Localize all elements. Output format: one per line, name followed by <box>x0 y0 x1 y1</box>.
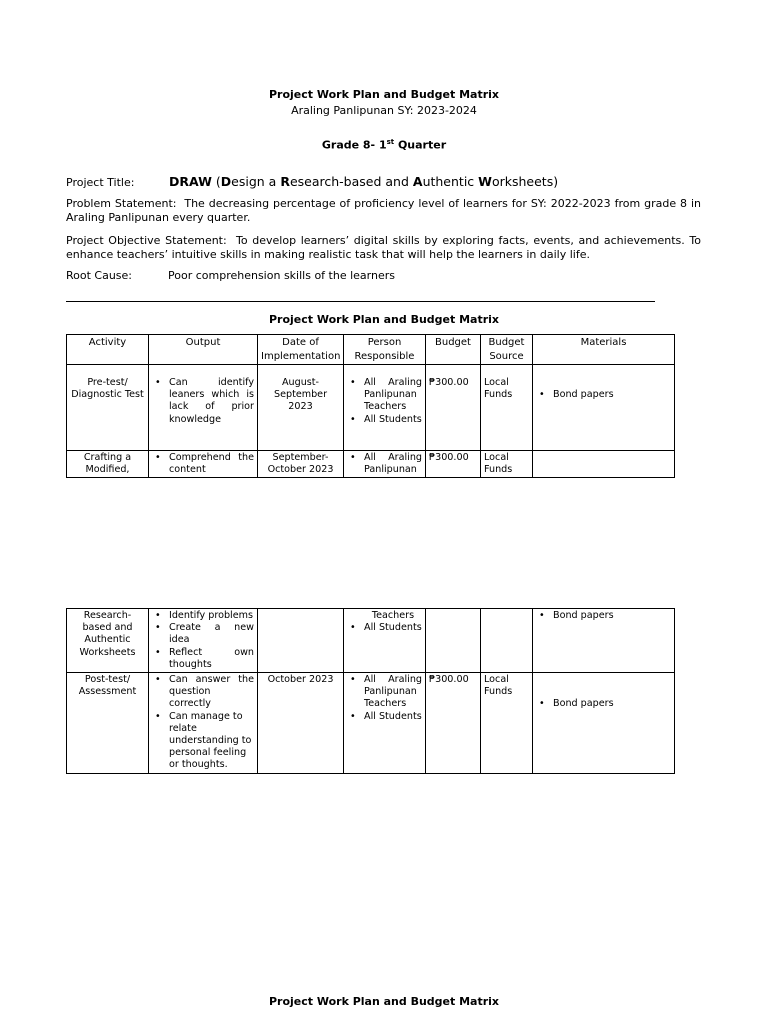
output-item: • Can manage to relate understanding to personal feeling or thoughts. <box>169 711 254 772</box>
output-item: • Identify problems <box>169 610 254 622</box>
output-item: • Can identify leaners which is lack of prior knowledge <box>169 377 254 426</box>
objective-label: Project Objective Statement: <box>66 234 227 247</box>
budget-cell: ₱300.00 <box>426 365 481 451</box>
person-item: • All Araling Panlipunan <box>364 452 422 476</box>
column-header-person: Person Responsible <box>344 335 426 365</box>
person-cell <box>344 451 426 478</box>
output-cell <box>149 365 258 451</box>
budget-cell <box>426 609 481 673</box>
project-title-part: D <box>220 174 232 189</box>
date-cell: August-September 2023 <box>258 365 344 451</box>
objective-text: To develop learners’ digital skills by exploring facts, events, and achievements. To enhance teachers’ intuitive skills in making realistic task that will help the learners in daily life. <box>66 234 701 261</box>
grade-text: Grade 8- 1 <box>321 138 387 152</box>
table-row <box>67 365 675 451</box>
project-title-label: Project Title: <box>66 176 135 189</box>
project-title-part: uthentic <box>422 174 479 189</box>
date-cell <box>258 609 344 673</box>
budget-source-cell: Local Funds <box>481 365 533 451</box>
output-item: • Comprehend the content <box>169 452 254 476</box>
activity-cell: Research-based and Authentic Worksheets <box>67 609 149 673</box>
project-title-part: ( <box>211 174 221 189</box>
materials-cell <box>533 451 675 478</box>
column-header-budget-source: Budget Source <box>481 335 533 365</box>
table-row <box>67 451 675 478</box>
activity-cell: Crafting a Modified, <box>67 451 149 478</box>
person-item: • All Students <box>364 622 422 634</box>
materials-item: • Bond papers <box>553 698 671 710</box>
budget-source-cell <box>481 609 533 673</box>
column-header-budget: Budget <box>426 335 481 365</box>
project-title-part: A <box>412 174 423 189</box>
person-item: • All Araling Panlipunan Teachers <box>364 377 422 414</box>
grade-superscript: st <box>386 138 395 146</box>
document-title: Project Work Plan and Budget Matrix <box>268 88 500 101</box>
column-header-output: Output <box>149 335 258 365</box>
budget-source-cell: Local Funds <box>481 451 533 478</box>
root-cause-text: Poor comprehension skills of the learners <box>168 269 395 282</box>
materials-item: • Bond papers <box>553 389 671 401</box>
person-cell <box>344 673 426 774</box>
problem-statement <box>66 197 701 225</box>
materials-cell <box>533 365 675 451</box>
table-row <box>67 609 675 673</box>
budget-source-cell: Local Funds <box>481 673 533 774</box>
next-page-title: Project Work Plan and Budget Matrix <box>268 995 500 1008</box>
output-item: • Create a new idea <box>169 622 254 646</box>
budget-cell: ₱300.00 <box>426 451 481 478</box>
person-item: • All Students <box>364 711 422 723</box>
horizontal-rule <box>66 301 655 302</box>
table-row <box>67 673 675 774</box>
activity-cell: Post-test/ Assessment <box>67 673 149 774</box>
project-title-part: RAW <box>179 174 212 189</box>
materials-item: • Bond papers <box>553 610 671 622</box>
output-item: • Reflect own thoughts <box>169 647 254 671</box>
project-title-part: esign a <box>231 174 281 189</box>
activity-cell: Pre-test/ Diagnostic Test <box>67 365 149 451</box>
column-header-date: Date of Implementation <box>258 335 344 365</box>
person-item: • All Students <box>364 414 422 426</box>
budget-matrix-table-2 <box>66 608 675 774</box>
project-title-part: W <box>478 174 492 189</box>
budget-matrix-table-1 <box>66 334 675 478</box>
quarter-text: Quarter <box>394 138 447 152</box>
person-item: • All Araling Panlipunan Teachers <box>364 674 422 711</box>
output-item: • Can answer the question correctly <box>169 674 254 711</box>
person-cell <box>344 609 426 673</box>
date-cell: October 2023 <box>258 673 344 774</box>
table-header-row <box>67 335 675 365</box>
column-header-activity: Activity <box>67 335 149 365</box>
output-cell <box>149 673 258 774</box>
project-title-part: esearch-based and <box>289 174 413 189</box>
date-cell: September-October 2023 <box>258 451 344 478</box>
column-header-materials: Materials <box>533 335 675 365</box>
person-cell <box>344 365 426 451</box>
project-title-part: D <box>169 174 180 189</box>
output-cell <box>149 451 258 478</box>
grade-quarter <box>0 135 768 153</box>
output-cell <box>149 609 258 673</box>
problem-statement-text: The decreasing percentage of proficiency level of learners for SY: 2022-2023 from grade 8 in Araling Panlipunan every quarter. <box>66 197 701 224</box>
document-subtitle: Araling Panlipunan SY: 2023-2024 <box>291 104 477 117</box>
matrix-title: Project Work Plan and Budget Matrix <box>268 313 500 326</box>
budget-cell: ₱300.00 <box>426 673 481 774</box>
project-title <box>169 174 558 190</box>
project-title-part: R <box>280 174 290 189</box>
objective-statement <box>66 234 701 262</box>
root-cause-label: Root Cause: <box>66 269 133 282</box>
person-continued: Teachers <box>371 610 415 621</box>
materials-cell <box>533 609 675 673</box>
project-title-part: orksheets) <box>491 174 559 189</box>
materials-cell <box>533 673 675 774</box>
problem-statement-label: Problem Statement: <box>66 197 177 210</box>
